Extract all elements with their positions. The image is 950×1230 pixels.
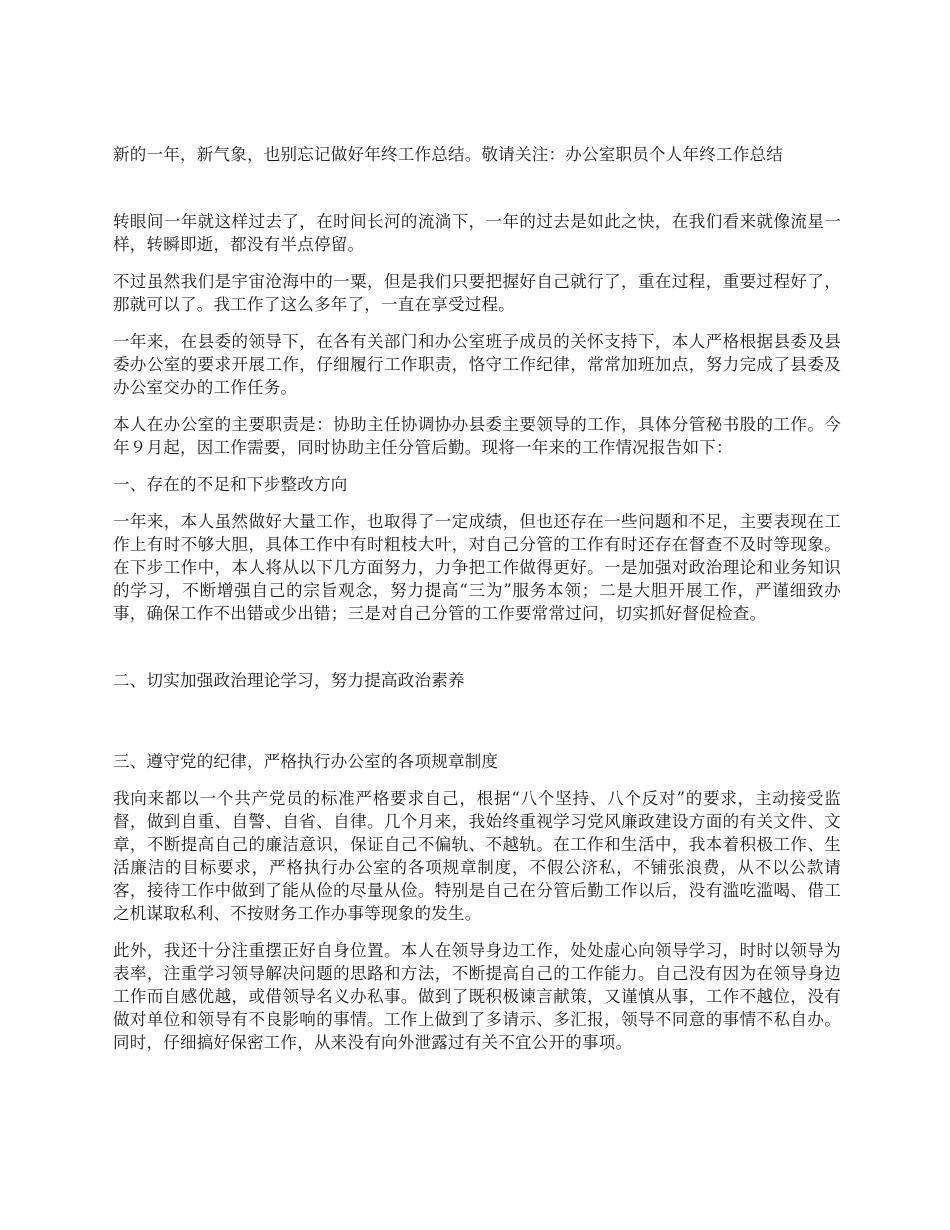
paragraph-3: 一年来，在县委的领导下，在各有关部门和办公室班子成员的关怀支持下，本人严格根据县委及县委办公室的要求开展工作，仔细履行工作职责，恪守工作纪律，常常加班加点，努力完成了县委及办公室交办的工作任务。	[113, 332, 841, 397]
paragraph-2: 不过虽然我们是宇宙沧海中的一粟，但是我们只要把握好自己就行了，重在过程，重要过程好了，那就可以了。我工作了这么多年了，一直在享受过程。	[113, 272, 841, 314]
section-heading-3: 三、遵守党的纪律，严格执行办公室的各项规章制度	[113, 752, 499, 771]
paragraph-7: 此外，我还十分注重摆正好自身位置。本人在领导身边工作，处处虚心向领导学习，时时以领导为表率，注重学习领导解决问题的思路和方法，不断提高自己的工作能力。自己没有因为在领导身边工作而自感优越，或借领导名义办私事。做到了既积极谏言献策，又谨慎从事，工作不越位，没有做对单位和领导有不良影响的事情。工作上做到了多请示、多汇报，领导不同意的事情不私自办。同时，仔细搞好保密工作，从来没有向外泄露过有关不宜公开的事项。	[113, 941, 841, 1052]
section-heading-1: 一、存在的不足和下步整改方向	[113, 475, 348, 494]
paragraph-5: 一年来，本人虽然做好大量工作，也取得了一定成绩，但也还存在一些问题和不足，主要表现在工作上有时不够大胆，具体工作中有时粗枝大叶，对自己分管的工作有时还存在督查不及时等现象。在下步工作中，本人将从以下几方面努力，力争把工作做得更好。一是加强对政治理论和业务知识的学习，不断增强自己的宗旨观念，努力提高“三为”服务本领；二是大胆开展工作，严谨细致办事，确保工作不出错或少出错；三是对自己分管的工作要常常过问，切实抓好督促检查。	[113, 512, 841, 623]
paragraph-1: 转眼间一年就这样过去了，在时间长河的流淌下，一年的过去是如此之快，在我们看来就像流星一样，转瞬即逝，都没有半点停留。	[113, 212, 841, 254]
intro-paragraph: 新的一年，新气象，也别忘记做好年终工作总结。敬请关注：办公室职员个人年终工作总结	[113, 145, 783, 164]
document-body	[113, 143, 841, 1054]
paragraph-6: 我向来都以一个共产党员的标准严格要求自己，根据“八个坚持、八个反对”的要求，主动接受监督，做到自重、自警、自省、自律。几个月来，我始终重视学习党风廉政建设方面的有关文件、文章，不断提高自己的廉洁意识，保证自己不偏轨、不越轨。在工作和生活中，我本着积极工作、生活廉洁的目标要求，严格执行办公室的各项规章制度，不假公济私，不铺张浪费，从不以公款请客，接待工作中做到了能从俭的尽量从俭。特别是自己在分管后勤工作以后，没有滥吃滥喝、借工之机谋取私利、不按财务工作办事等现象的发生。	[113, 789, 841, 923]
paragraph-4: 本人在办公室的主要职责是：协助主任协调协办县委主要领导的工作，具体分管秘书股的工作。今年９月起，因工作需要，同时协助主任分管后勤。现将一年来的工作情况报告如下：	[113, 415, 841, 457]
section-heading-2: 二、切实加强政治理论学习，努力提高政治素养	[113, 671, 465, 690]
